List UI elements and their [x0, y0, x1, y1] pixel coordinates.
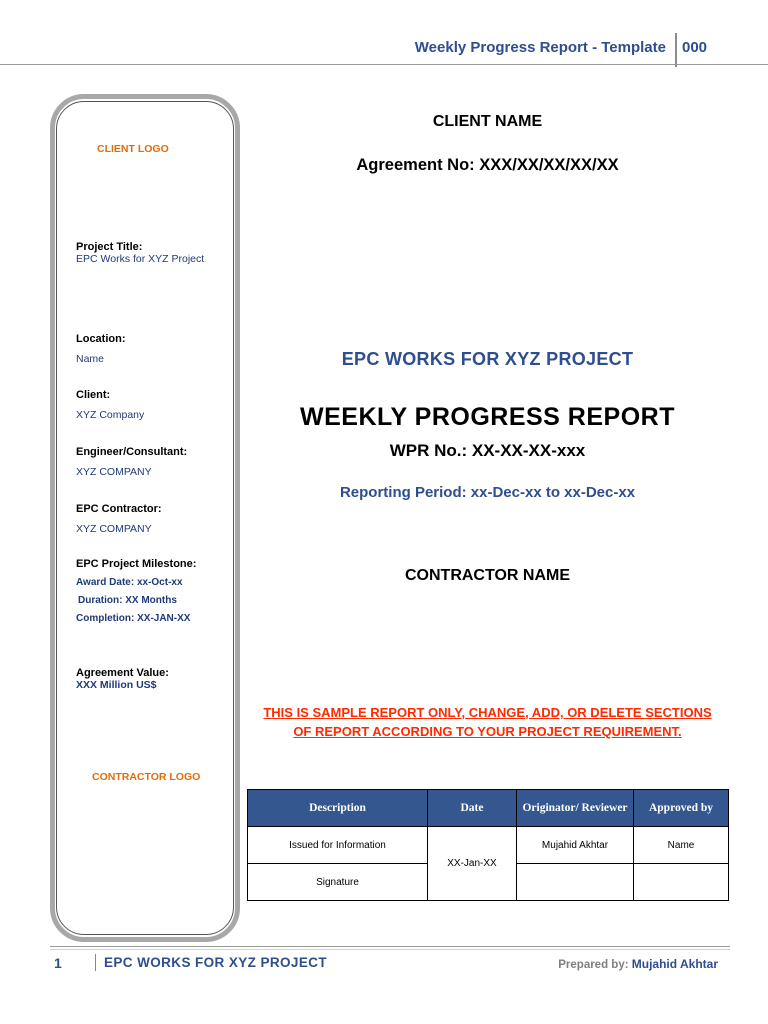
revision-table: [247, 789, 729, 901]
location-label: Location:: [76, 333, 126, 345]
contractor-block: [76, 503, 162, 535]
project-title-block: [76, 241, 204, 265]
header-title: Weekly Progress Report - Template: [414, 39, 666, 56]
page-header: [0, 33, 768, 69]
header-originator: Originator/ Reviewer: [517, 790, 634, 827]
sample-warning: [250, 703, 725, 741]
footer-rule-light: [50, 949, 730, 950]
header-rule: [0, 64, 768, 65]
row1-originator: Mujahid Akhtar: [517, 827, 634, 864]
client-logo: CLIENT LOGO: [97, 143, 169, 155]
client-name: CLIENT NAME: [432, 113, 543, 130]
client-block: [76, 389, 144, 421]
header-description: Description: [248, 790, 428, 827]
project-title-label: Project Title:: [76, 241, 143, 253]
wpr-number: WPR No.: XX-XX-XX-xxx: [389, 441, 586, 460]
project-name: EPC WORKS FOR XYZ PROJECT: [341, 349, 634, 369]
footer-rule: [50, 946, 730, 947]
contractor-logo: CONTRACTOR LOGO: [92, 771, 201, 783]
milestone-label: EPC Project Milestone:: [76, 558, 197, 570]
agreement-value-block: [76, 667, 169, 691]
row2-description: Signature: [248, 864, 428, 901]
engineer-block: [76, 446, 187, 478]
footer-prepared-by: [558, 957, 718, 971]
client-value: XYZ Company: [76, 409, 145, 421]
contractor-name: CONTRACTOR NAME: [404, 567, 571, 584]
issue-date: XX-Jan-XX: [428, 827, 517, 901]
row2-originator: [517, 864, 634, 901]
agreement-value-label: Agreement Value:: [76, 667, 169, 679]
prepared-by-name: Mujahid Akhtar: [631, 957, 718, 971]
warning-line-1: THIS IS SAMPLE REPORT ONLY, CHANGE, ADD, OR DELETE SECTIONS: [263, 705, 712, 720]
completion: Completion: XX-JAN-XX: [76, 613, 191, 624]
footer-project: EPC WORKS FOR XYZ PROJECT: [104, 955, 328, 970]
table-header-row: [248, 790, 729, 827]
client-label: Client:: [76, 389, 111, 401]
report-title: WEEKLY PROGRESS REPORT: [300, 403, 675, 431]
agreement-number: Agreement No: XXX/XX/XX/XX/XX: [356, 156, 619, 174]
location-block: [76, 333, 126, 365]
header-divider: [675, 33, 677, 67]
contractor-label: EPC Contractor:: [76, 503, 162, 515]
row2-approved: [634, 864, 729, 901]
table-row: [248, 827, 729, 864]
prepared-by-label: Prepared by:: [558, 959, 629, 971]
row1-approved: Name: [634, 827, 729, 864]
header-number: 000: [682, 39, 708, 56]
milestone-block: [76, 558, 196, 624]
reporting-period: Reporting Period: xx-Dec-xx to xx-Dec-xx: [339, 484, 636, 501]
contractor-value: XYZ COMPANY: [76, 523, 152, 535]
project-title-value: EPC Works for XYZ Project: [76, 253, 205, 265]
engineer-value: XYZ COMPANY: [76, 466, 152, 478]
engineer-label: Engineer/Consultant:: [76, 446, 188, 458]
header-date: Date: [428, 790, 517, 827]
agreement-value: XXX Million US$: [76, 679, 157, 691]
footer-page-number: 1: [54, 955, 62, 971]
warning-line-2: OF REPORT ACCORDING TO YOUR PROJECT REQUIREMENT.: [293, 724, 682, 739]
footer-divider: [95, 954, 96, 971]
location-value: Name: [76, 353, 105, 365]
duration: Duration: XX Months: [78, 595, 177, 606]
row1-description: Issued for Information: [248, 827, 428, 864]
header-approved: Approved by: [634, 790, 729, 827]
award-date: Award Date: xx-Oct-xx: [76, 577, 183, 588]
